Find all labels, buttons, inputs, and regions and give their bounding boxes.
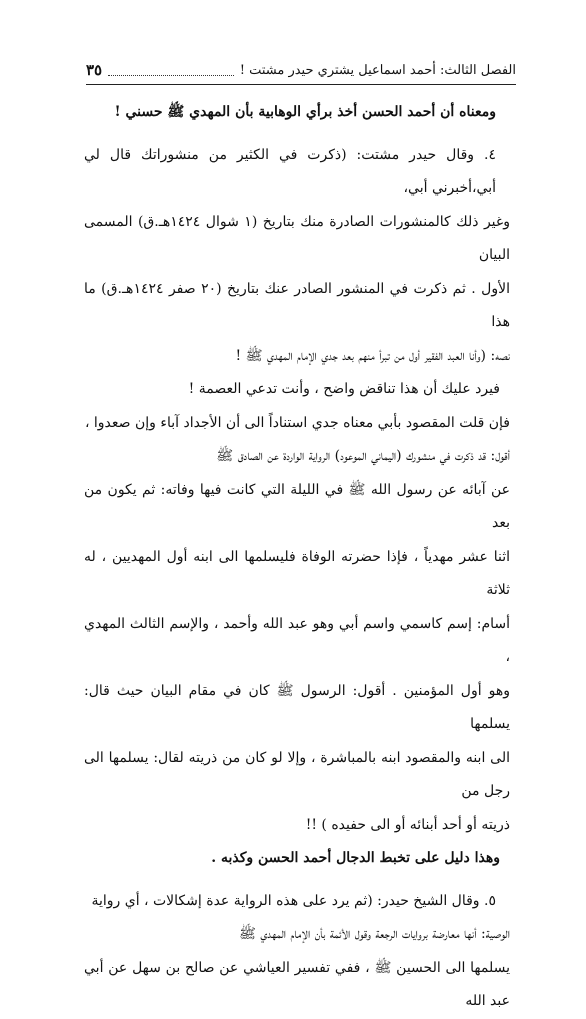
header-dot-leader: [108, 64, 234, 76]
text-line: يسلمها الى الحسين ﷺ ، ففي تفسير العياشي عن صالح بن سهل عن أبي عبد الله: [84, 959, 510, 1009]
running-header: [86, 58, 516, 82]
header-divider: [86, 84, 516, 85]
document-body: [84, 96, 510, 1019]
text-line: ٥. وقال الشيخ حيدر: (ثم يرد على هذه الرواية عدة إشكالات ، أي رواية: [91, 892, 496, 909]
text-line: أسام: إسم كاسمي واسم أبي وهو عبد الله وأحمد ، والإسم الثالث المهدي ،: [84, 615, 510, 665]
text-line: عن آبائه عن رسول الله ﷺ في الليلة التي كانت فيها وفاته: ثم يكون من بعد: [84, 481, 510, 531]
text-line: أقول: قد ذكرت في منشورك (اليماني الموعود) الرواية الواردة عن الصادق ﷺ: [216, 448, 510, 464]
text-line: وهذا دليل على تخبط الدجال أحمد الحسن وكذبه .: [211, 850, 500, 866]
text-line: ذريته أو أحد أبنائه أو الى حفيده ) !!: [305, 816, 510, 833]
text-line: وهو أول المؤمنين . أقول: الرسول ﷺ كان في مقام البيان حيث قال: يسلمها: [84, 682, 510, 732]
page-number: ٣٥: [86, 61, 103, 79]
text-line: اثنا عشر مهدياً ، فإذا حضرته الوفاة فليسلمها الى ابنه أول المهديين ، له ثلاثة: [84, 548, 510, 598]
text-line: الأول . ثم ذكرت في المنشور الصادر عنك بتاريخ (٢٠ صفر ١٤٢٤هـ.ق) ما هذا: [84, 280, 510, 330]
paragraph-gap: [84, 130, 510, 139]
text-line: الوصية: أنها معارضة بروايات الرجعة وقول الأئمة بأن الإمام المهدي ﷺ: [239, 926, 510, 942]
text-line: الى ابنه والمقصود ابنه بالمباشرة ، وإلا لو كان من ذريته لقال: يسلمها الى رجل من: [84, 749, 510, 799]
chapter-title: الفصل الثالث: أحمد اسماعيل يشتري حيدر مشتت !: [239, 62, 516, 78]
text-line: ومعناه أن أحمد الحسن أخذ برأي الوهابية بأن المهدي ﷺ حسني !: [114, 104, 496, 120]
paragraph-gap: [84, 876, 510, 885]
text-line: ٤. وقال حيدر مشتت: (ذكرت في الكثير من منشوراتك قال لي أبي،أخبرني أبي،: [84, 146, 496, 196]
text-line: فإن قلت المقصود بأبي معناه جدي استناداً الى أن الأجداد آباء وإن صعدوا ،: [84, 414, 510, 431]
text-line: وغير ذلك كالمنشورات الصادرة منك بتاريخ (١ شوال ١٤٢٤هـ.ق) المسمى البيان: [84, 213, 510, 263]
text-line: نصه: (وأنا العبد الفقير أول من تبرأ منهم بعد جدي الإمام المهدي ﷺ !: [235, 347, 510, 364]
text-line: فيرد عليك أن هذا تناقض واضح ، وأنت تدعي العصمة !: [188, 381, 500, 397]
